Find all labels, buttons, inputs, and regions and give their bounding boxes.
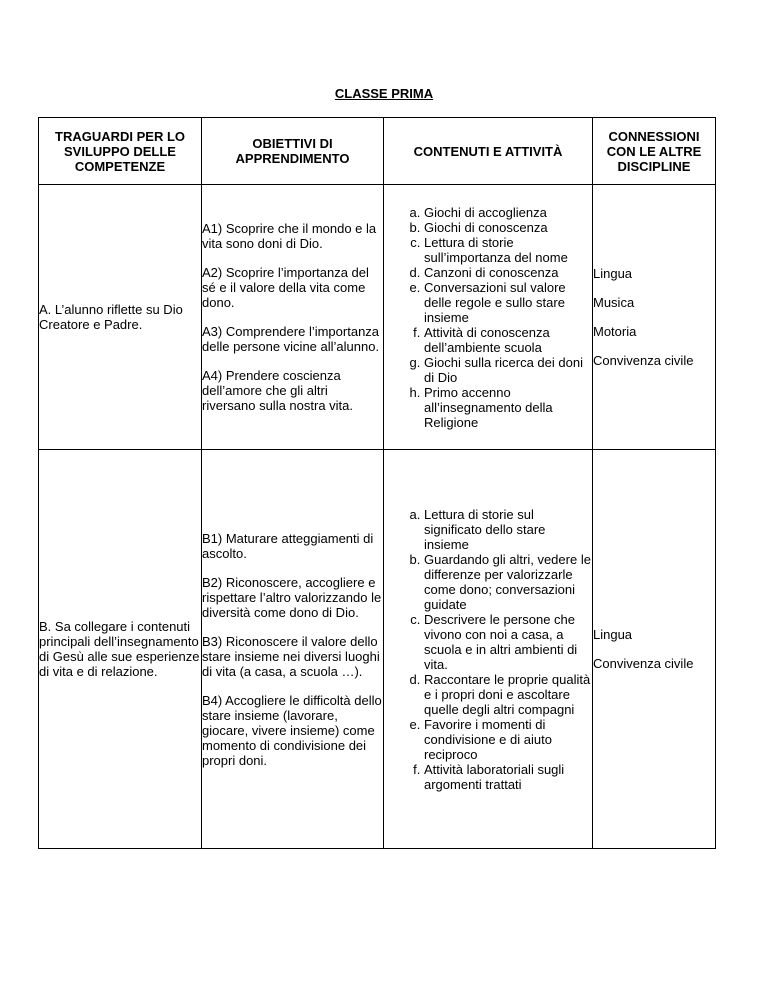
contenuto-item: a. Giochi di accoglienza xyxy=(424,205,592,220)
contenuto-item: a. Lettura di storie sul significato dello stare insieme xyxy=(424,507,592,552)
obiettivo-item: A4) Prendere coscienza dell’amore che gli altri riversano sulla nostra vita. xyxy=(202,368,354,413)
obiettivo-item: A2) Scoprire l’importanza del sé e il valore della vita come dono. xyxy=(202,265,369,310)
obiettivo-item: B2) Riconoscere, accogliere e rispettare l’altro valorizzando le diversità come dono di Dio. xyxy=(202,574,382,620)
contenuto-item: f. Attività di conoscenza dell’ambiente scuola xyxy=(424,325,592,355)
traguardo-cell: A. L’alunno riflette su Dio Creatore e Padre. xyxy=(39,185,202,450)
connessione-item: Convivenza civile xyxy=(593,353,694,368)
contenuto-item: h. Primo accenno all’insegnamento della Religione xyxy=(424,385,592,430)
contenuti-list xyxy=(384,507,592,792)
obiettivo-item: B3) Riconoscere il valore dello stare insieme nei diversi luoghi di vita (a casa, a scuola …). xyxy=(202,633,380,679)
obiettivi-cell xyxy=(202,185,384,450)
curriculum-table xyxy=(38,117,716,849)
contenuti-list xyxy=(384,205,592,430)
connessioni-cell xyxy=(593,450,716,849)
connessione-item: Convivenza civile xyxy=(593,656,694,671)
contenuto-item: e. Favorire i momenti di condivisione e di aiuto reciproco xyxy=(424,717,592,762)
header-row xyxy=(39,118,716,185)
obiettivo-item: B4) Accogliere le difficoltà dello stare insieme (lavorare, giocare, vivere insieme) come momento di condivisione dei propri doni. xyxy=(202,692,382,768)
contenuto-item: b. Guardando gli altri, vedere le differenze per valorizzarle come dono; conversazioni guidate xyxy=(424,552,592,612)
header-connessioni: CONNESSIONI CON LE ALTRE DISCIPLINE xyxy=(593,118,716,185)
contenuto-item: d. Canzoni di conoscenza xyxy=(424,265,592,280)
contenuti-cell xyxy=(384,185,593,450)
connessione-item: Lingua xyxy=(593,266,633,281)
contenuto-item: c. Descrivere le persone che vivono con noi a casa, a scuola e in altri ambienti di vita. xyxy=(424,612,592,672)
header-contenuti: CONTENUTI E ATTIVITÀ xyxy=(384,118,593,185)
connessione-item: Musica xyxy=(593,295,635,310)
connessione-item: Motoria xyxy=(593,324,637,339)
contenuto-item: d. Raccontare le proprie qualità e i propri doni e ascoltare quelle degli altri compagni xyxy=(424,672,592,717)
contenuti-cell xyxy=(384,450,593,849)
contenuto-item: b. Giochi di conoscenza xyxy=(424,220,592,235)
connessioni-cell xyxy=(593,185,716,450)
obiettivo-item: A3) Comprendere l’importanza delle persone vicine all’alunno. xyxy=(202,324,380,354)
obiettivi-cell xyxy=(202,450,384,849)
page-title: CLASSE PRIMA xyxy=(334,86,434,101)
table-row xyxy=(39,450,716,849)
table-row xyxy=(39,185,716,450)
header-obiettivi: OBIETTIVI DI APPRENDIMENTO xyxy=(202,118,384,185)
connessione-item: Lingua xyxy=(593,627,633,642)
contenuto-item: f. Attività laboratoriali sugli argomenti trattati xyxy=(424,762,592,792)
contenuto-item: e. Conversazioni sul valore delle regole e sullo stare insieme xyxy=(424,280,592,325)
obiettivo-item: A1) Scoprire che il mondo e la vita sono doni di Dio. xyxy=(202,221,377,251)
contenuto-item: c. Lettura di storie sull’importanza del nome xyxy=(424,235,592,265)
traguardo-cell: B. Sa collegare i contenuti principali dell’insegnamento di Gesù alle sue esperienze di vita e di relazione. xyxy=(39,450,202,849)
contenuto-item: g. Giochi sulla ricerca dei doni di Dio xyxy=(424,355,592,385)
obiettivo-item: B1) Maturare atteggiamenti di ascolto. xyxy=(202,530,374,561)
header-traguardi: TRAGUARDI PER LO SVILUPPO DELLE COMPETENZE xyxy=(39,118,202,185)
